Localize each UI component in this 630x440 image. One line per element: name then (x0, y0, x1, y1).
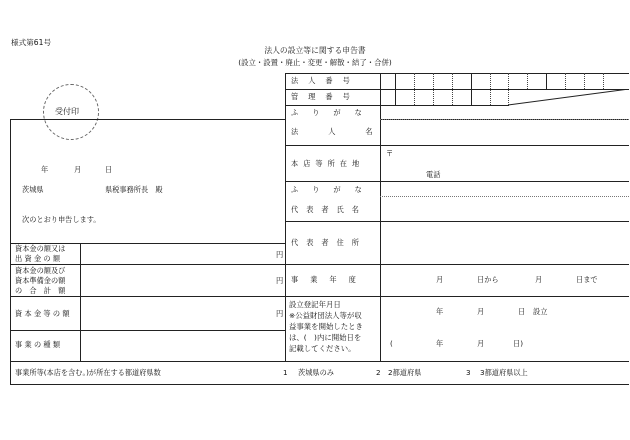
option3-label: 3都道府県以上 (480, 368, 528, 377)
paren-day: 日) (513, 339, 523, 348)
mgmt-number-label: 管理番号 (291, 92, 360, 101)
border-left (10, 119, 11, 385)
addressee-office: 県税事務所長 殿 (105, 185, 163, 194)
form-subtitle: (設立・設置・廃止・変更・解散・結了・合併) (238, 58, 392, 67)
number-cell-divider (433, 73, 434, 105)
postal-mark: 〒 (386, 149, 394, 158)
row-line (10, 330, 286, 331)
corp-number-label: 法人番号 (291, 76, 360, 85)
capital-etc-label: 資 本 金 等 の 額 (15, 309, 70, 318)
registration-label-line4: は、( )内に開始日を (289, 333, 362, 342)
form-title: 法人の設立等に関する申告書 (264, 46, 366, 55)
paren-month: 月 (477, 339, 485, 348)
registration-label-line3: 益事業を開始したとき (289, 322, 363, 331)
option3-number: 3 (466, 368, 471, 377)
fiscal-year-label: 事業年度 (291, 275, 368, 284)
registration-label-line2: ※公益財団法人等が収 (289, 311, 362, 320)
reg-month: 月 (477, 307, 485, 316)
fy-from: 日から (477, 275, 499, 284)
capital-label-line1: 資本金の額又は (15, 244, 66, 253)
date-day: 日 (105, 165, 113, 174)
capital-yen: 円 (276, 250, 284, 259)
number-cell-divider (395, 73, 396, 105)
reg-suffix: 設立 (533, 307, 548, 316)
prefecture-count-label: 事業所等(本店を含む。)が所在する都道府県数 (15, 368, 161, 377)
capital-reserve-line3: の 合 計 額 (15, 286, 66, 295)
furigana2-label: ふりがな (291, 185, 376, 194)
paren-year: 年 (436, 339, 444, 348)
number-cell-divider (490, 73, 491, 105)
head-office-label: 本店等所在地 (291, 159, 365, 168)
number-cell-divider (508, 73, 509, 105)
border-top-left (10, 119, 286, 120)
rep-address-label: 代表者住所 (291, 238, 367, 247)
divider-vertical-main (285, 73, 286, 362)
option1-number: 1 (283, 368, 288, 377)
capital-reserve-line1: 資本金の額及び (15, 266, 66, 275)
furigana-dotted-line (380, 119, 629, 120)
furigana2-dotted-line (380, 196, 629, 197)
option1-label: 茨城県のみ (298, 368, 334, 377)
number-cell-divider (471, 73, 472, 105)
corp-name-label: 法人名 (291, 127, 403, 136)
reg-year: 年 (436, 307, 444, 316)
form-number: 様式第61号 (11, 38, 52, 47)
fy-month1: 月 (436, 275, 444, 284)
date-year: 年 (41, 165, 49, 174)
fy-month2: 月 (535, 275, 543, 284)
row-line (285, 105, 509, 106)
divider-left-labels (80, 243, 81, 361)
rep-name-label: 代表者氏名 (291, 205, 367, 214)
option2-number: 2 (376, 368, 381, 377)
phone-label: 電話 (426, 170, 441, 179)
row-line (10, 361, 629, 362)
row-line (285, 181, 629, 182)
row-line (10, 296, 629, 297)
number-cell-divider (584, 73, 585, 89)
reg-day: 日 (518, 307, 526, 316)
capital-reserve-line2: 資本準備金の額 (15, 276, 66, 285)
number-cell-divider (452, 73, 453, 105)
registration-label-line1: 設立登記年月日 (289, 300, 341, 309)
mgmt-number-diagonal (508, 89, 630, 106)
registration-label-line5: 記載してください。 (289, 344, 356, 353)
fy-until: 日まで (576, 275, 598, 284)
capital-reserve-yen: 円 (276, 276, 284, 285)
border-bottom (10, 384, 629, 385)
border-top-right (285, 73, 629, 74)
option2-label: 2都道府県 (388, 368, 422, 377)
statement: 次のとおり申告します。 (22, 215, 101, 224)
reception-stamp-label: 受付印 (55, 107, 79, 116)
divider-vertical-labels (380, 73, 381, 362)
number-cell-divider (527, 73, 528, 89)
addressee-prefecture: 茨城県 (22, 185, 44, 194)
capital-label-line2: 出 資 金 の 額 (15, 254, 61, 263)
number-cell-divider (414, 73, 415, 105)
row-line (285, 145, 629, 146)
capital-etc-yen: 円 (276, 309, 284, 318)
date-month: 月 (74, 165, 82, 174)
number-cell-divider (565, 73, 566, 89)
number-cell-divider (546, 73, 547, 89)
furigana-label: ふりがな (291, 108, 376, 117)
paren-open: ( (390, 339, 393, 348)
row-line (10, 264, 629, 265)
business-type-label: 事 業 の 種 類 (15, 340, 61, 349)
row-line (285, 221, 629, 222)
number-cell-divider (603, 73, 604, 89)
